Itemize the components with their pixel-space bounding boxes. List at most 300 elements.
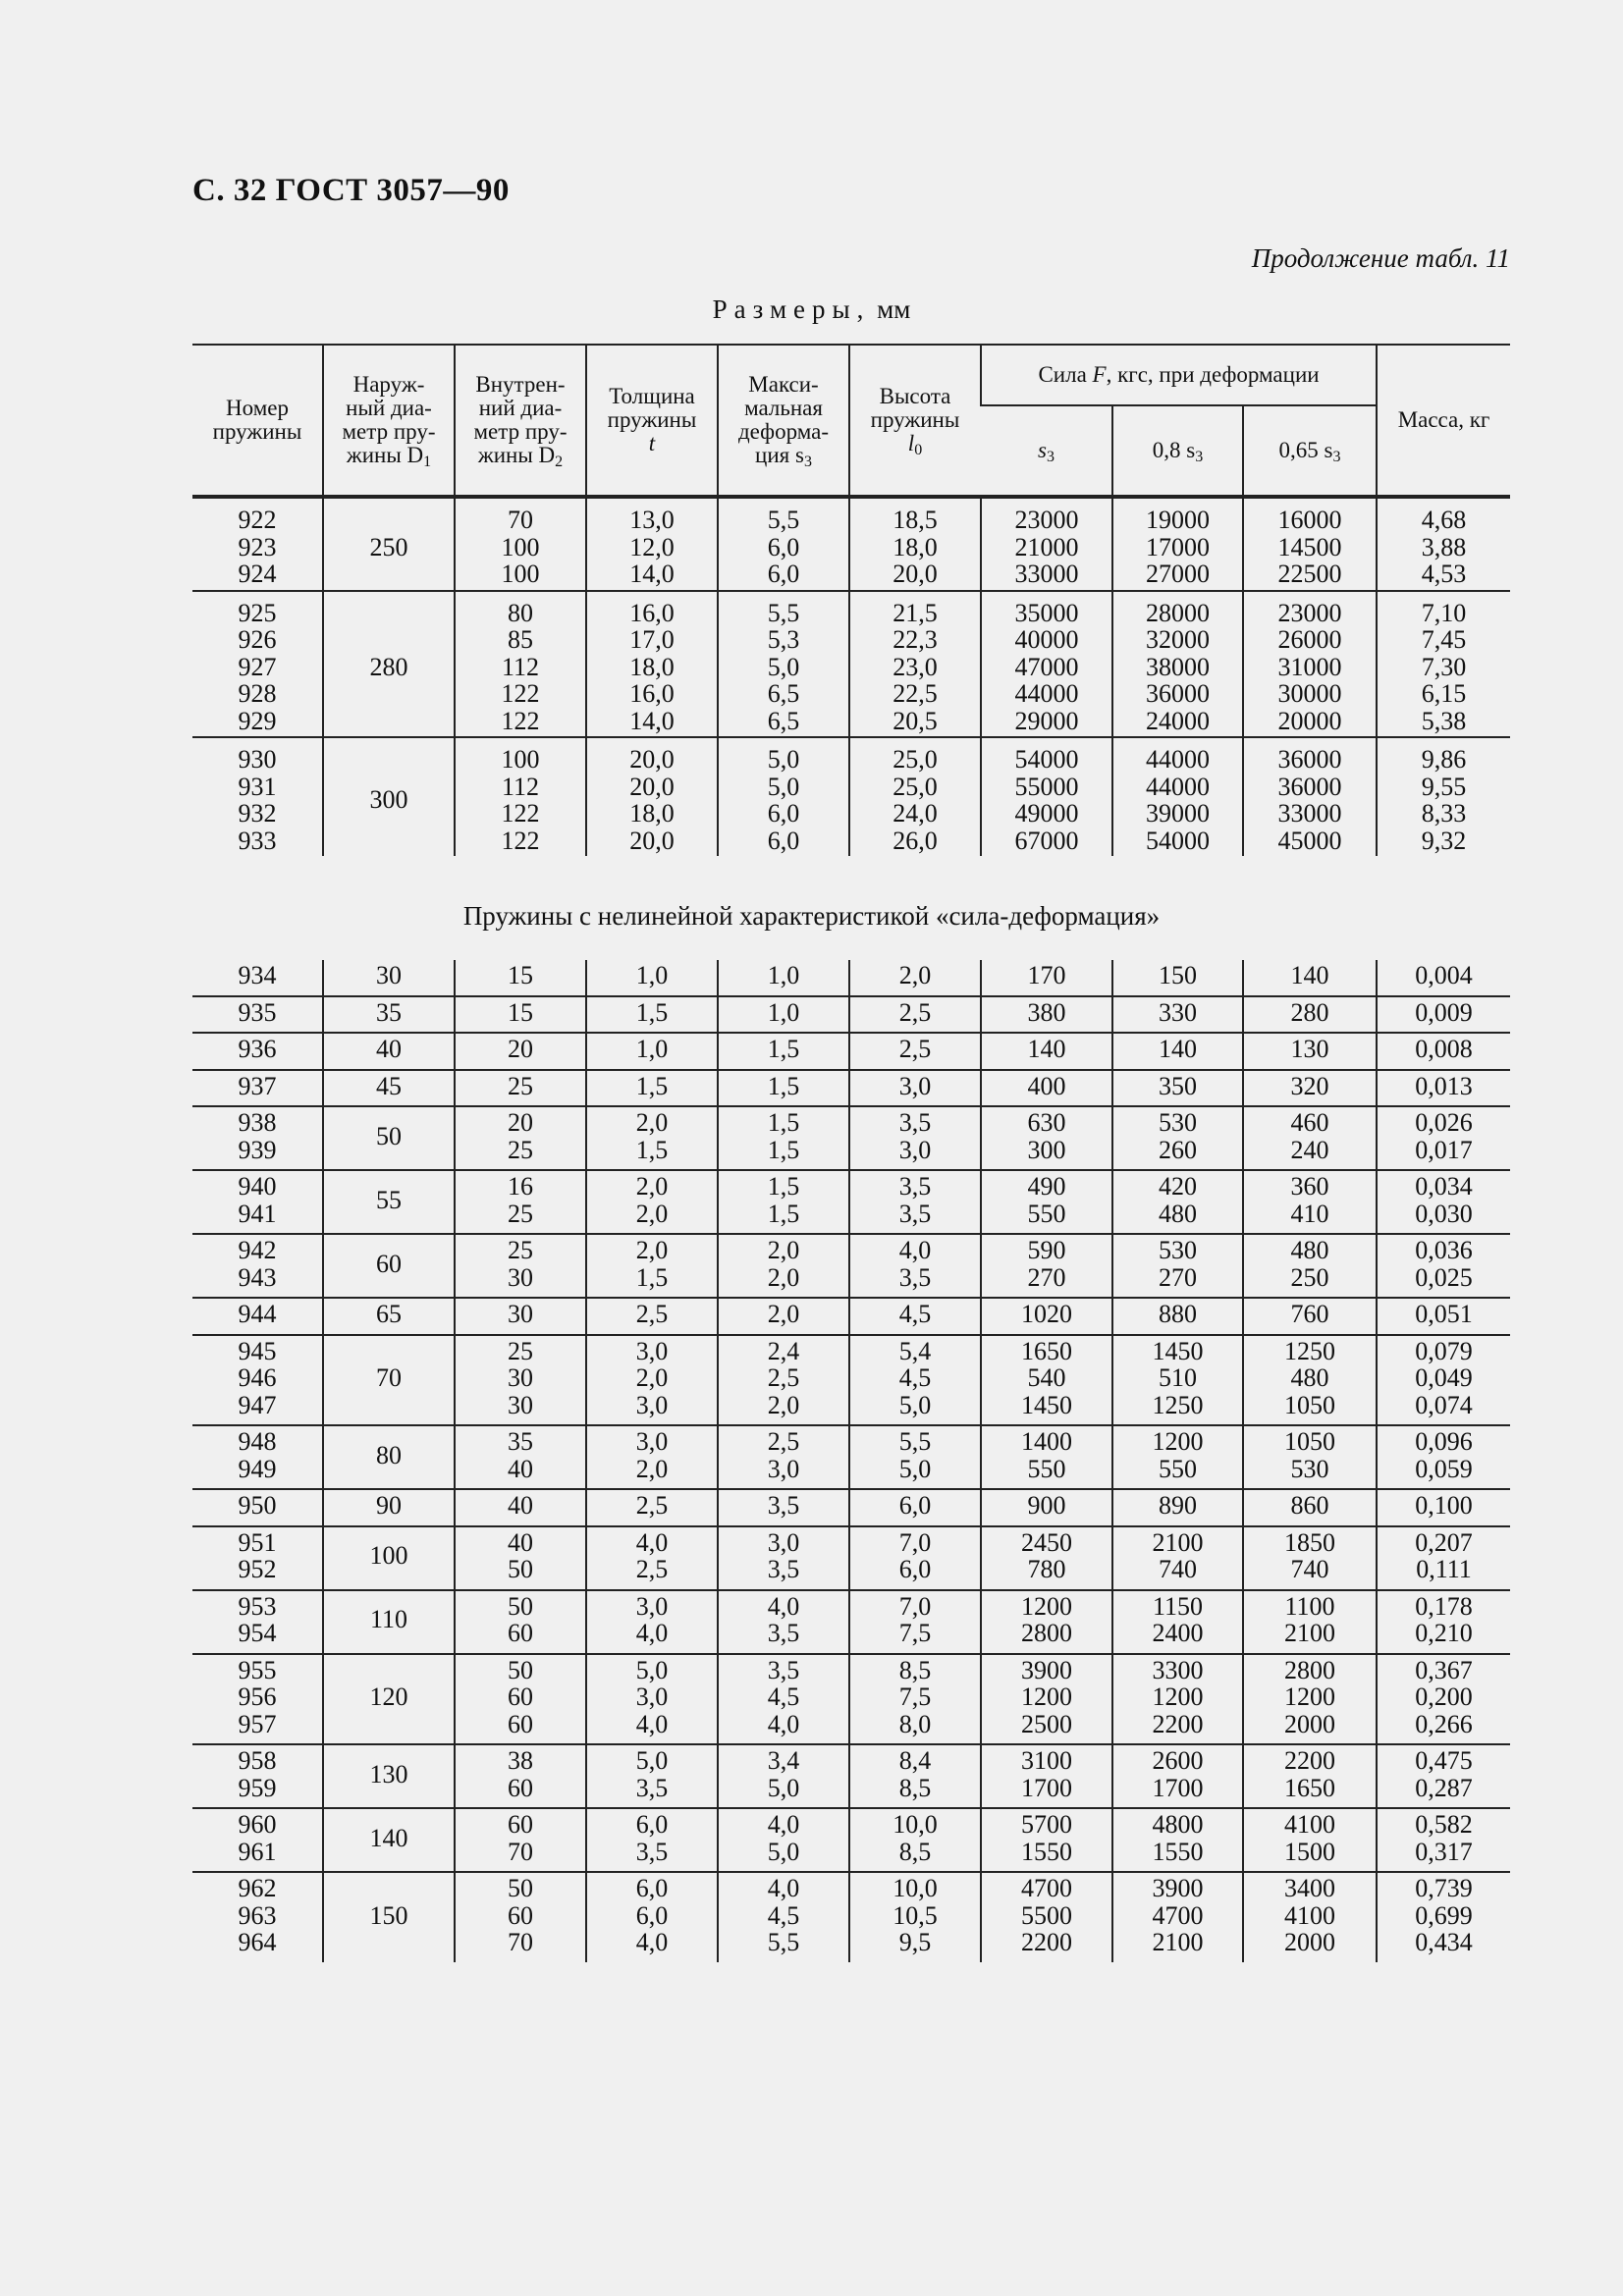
- table-cell: 0,434: [1415, 1928, 1473, 1956]
- cell-stack: [718, 960, 849, 996]
- cell-stack: [1243, 1744, 1377, 1808]
- cell-stack: [718, 1425, 849, 1489]
- col-header-outer-diameter-l1: Наруж-: [352, 372, 425, 397]
- cell-stack: [849, 1033, 981, 1070]
- cell-stack: [192, 1335, 323, 1426]
- cell-stack: [455, 1033, 586, 1070]
- cell-stack: [586, 1298, 718, 1335]
- table-cell: 50: [508, 1555, 533, 1583]
- table-cell: 23,0: [893, 652, 938, 681]
- col-header-force-08s3-sub: 3: [1195, 449, 1204, 466]
- cell-stack: [718, 1234, 849, 1298]
- table-cell: 5,38: [1421, 706, 1467, 735]
- col-header-mass: Масса, кг: [1377, 345, 1510, 497]
- table-cell: 3,0: [635, 1682, 669, 1711]
- table-cell: 18,0: [629, 652, 675, 681]
- cell-outer-diameter: 60: [323, 1234, 455, 1298]
- table-cell: 2,5: [767, 1363, 800, 1392]
- cell-stack: [849, 591, 981, 738]
- table-cell: 961: [238, 1837, 277, 1866]
- cell-stack: [586, 1526, 718, 1590]
- table-cell: 480: [1290, 1236, 1329, 1264]
- table-cell: 35000: [1014, 598, 1079, 627]
- table-cell: 550: [1027, 1199, 1066, 1228]
- table-cell: 20: [508, 1035, 533, 1063]
- table-cell: 952: [238, 1555, 277, 1583]
- table-cell: 1020: [1021, 1300, 1072, 1328]
- cell-stack: [1377, 1526, 1510, 1590]
- table-cell: 1,5: [767, 1035, 800, 1063]
- table-cell: 33000: [1014, 560, 1079, 588]
- table-cell: 0,100: [1415, 1491, 1473, 1520]
- table-cell: 39000: [1146, 799, 1210, 828]
- cell-stack: [1112, 1234, 1243, 1298]
- table-cell: 922: [238, 506, 277, 534]
- cell-stack: [981, 591, 1112, 738]
- cell-outer-diameter: 35: [323, 996, 455, 1034]
- table-row-group: [192, 1298, 1510, 1335]
- table-cell: 760: [1290, 1300, 1329, 1328]
- table-cell: 1500: [1284, 1837, 1335, 1866]
- table-cell: 530: [1290, 1454, 1329, 1483]
- cell-stack: [455, 1654, 586, 1745]
- springs-table-main-body: [192, 497, 1510, 856]
- col-header-outer-diameter-sub: 1: [423, 454, 432, 470]
- table-cell: 20,5: [893, 706, 938, 735]
- cell-stack: [849, 1106, 981, 1170]
- table-cell: 3900: [1152, 1874, 1204, 1902]
- table-cell: 6,5: [767, 706, 800, 735]
- cell-stack: [192, 1425, 323, 1489]
- table-cell: 140: [1027, 1035, 1066, 1063]
- cell-stack: [981, 737, 1112, 856]
- table-cell: 6,0: [635, 1900, 669, 1930]
- table-cell: 938: [238, 1108, 277, 1137]
- cell-stack: [718, 1654, 849, 1745]
- cell-stack: [586, 996, 718, 1034]
- table-cell: 0,699: [1415, 1900, 1473, 1930]
- table-cell: 3,5: [898, 1262, 932, 1292]
- cell-stack: [1112, 1526, 1243, 1590]
- table-cell: 4,0: [635, 1928, 669, 1956]
- table-cell: 60: [508, 1682, 533, 1711]
- table-cell: 2,5: [635, 1491, 669, 1520]
- table-cell: 260: [1159, 1135, 1197, 1164]
- cell-stack: [718, 1590, 849, 1654]
- cell-stack: [1112, 1872, 1243, 1962]
- table-cell: 12,0: [629, 532, 675, 561]
- table-cell: 28000: [1146, 598, 1210, 627]
- cell-stack: [981, 1526, 1112, 1590]
- table-cell: 3,5: [767, 1491, 800, 1520]
- cell-stack: [981, 1070, 1112, 1107]
- table-cell: 26,0: [893, 826, 938, 855]
- table-cell: 4,0: [767, 1874, 800, 1902]
- cell-stack: [455, 1070, 586, 1107]
- table-cell: 2800: [1021, 1619, 1072, 1647]
- table-cell: 0,367: [1415, 1655, 1473, 1684]
- table-cell: 1200: [1152, 1682, 1204, 1711]
- table-cell: 6,0: [767, 826, 800, 855]
- table-cell: 7,5: [898, 1682, 932, 1711]
- table-cell: 18,0: [629, 799, 675, 828]
- table-cell: 38000: [1146, 652, 1210, 681]
- table-cell: 38: [508, 1746, 533, 1775]
- springs-table-nonlinear-body: [192, 960, 1510, 1962]
- cell-stack: [586, 1234, 718, 1298]
- table-cell: 955: [238, 1655, 277, 1684]
- table-cell: 30000: [1277, 679, 1342, 708]
- table-cell: 5,0: [898, 1454, 932, 1483]
- table-cell: 2,5: [767, 1427, 800, 1456]
- table-cell: 4,0: [635, 1619, 669, 1647]
- table-cell: 6,0: [767, 799, 800, 828]
- table-cell: 480: [1290, 1363, 1329, 1392]
- table-cell: 3,88: [1421, 532, 1467, 561]
- col-header-force-s3-text: s: [1038, 438, 1047, 463]
- cell-stack: [718, 1106, 849, 1170]
- cell-stack: [455, 1872, 586, 1962]
- table-cell: 25: [508, 1135, 533, 1164]
- cell-outer-diameter: 65: [323, 1298, 455, 1335]
- table-cell: 3,5: [767, 1619, 800, 1647]
- cell-stack: [1377, 1489, 1510, 1526]
- table-cell: 5,0: [767, 1837, 800, 1866]
- table-cell: 6,0: [898, 1491, 932, 1520]
- table-row-group: [192, 1033, 1510, 1070]
- col-header-force-08s3-text: 0,8 s: [1152, 438, 1196, 463]
- col-header-force-s3-sub: 3: [1046, 449, 1055, 466]
- table-cell: 30: [508, 1262, 533, 1292]
- table-cell: 47000: [1014, 652, 1079, 681]
- table-cell: 0,025: [1415, 1262, 1473, 1292]
- table-cell: 170: [1027, 961, 1066, 989]
- cell-stack: [1243, 1872, 1377, 1962]
- table-cell: 44000: [1146, 772, 1210, 801]
- table-row-group: [192, 591, 1510, 738]
- cell-stack: [981, 1744, 1112, 1808]
- cell-stack: [1243, 737, 1377, 856]
- table-row-group: [192, 1425, 1510, 1489]
- table-cell: 10,0: [893, 1810, 938, 1839]
- cell-outer-diameter: 50: [323, 1106, 455, 1170]
- cell-stack: [192, 1872, 323, 1962]
- table-cell: 1250: [1284, 1336, 1335, 1365]
- table-cell: 925: [238, 598, 277, 627]
- table-cell: 0,266: [1415, 1709, 1473, 1738]
- cell-stack: [455, 1590, 586, 1654]
- cell-stack: [718, 1744, 849, 1808]
- cell-stack: [455, 737, 586, 856]
- table-cell: 0,030: [1415, 1199, 1473, 1228]
- col-header-force-group-a: Сила: [1038, 362, 1093, 387]
- table-cell: 2200: [1284, 1746, 1335, 1775]
- col-header-height-l1: Высота: [879, 384, 951, 408]
- table-cell: 3,0: [767, 1527, 800, 1557]
- table-cell: 927: [238, 652, 277, 681]
- col-header-thickness-l1: Толщина: [609, 384, 695, 408]
- cell-stack: [192, 1489, 323, 1526]
- col-header-force-065s3-sub: 3: [1332, 449, 1341, 466]
- table-cell: 2,0: [635, 1199, 669, 1228]
- cell-stack: [849, 1234, 981, 1298]
- table-row-group: [192, 1489, 1510, 1526]
- table-cell: 950: [238, 1491, 277, 1520]
- table-cell: 0,200: [1415, 1682, 1473, 1711]
- cell-stack: [981, 1298, 1112, 1335]
- table-cell: 25,0: [893, 772, 938, 801]
- table-cell: 1,5: [767, 1135, 800, 1164]
- table-cell: 2,5: [635, 1555, 669, 1583]
- table-cell: 948: [238, 1427, 277, 1456]
- table-cell: 44000: [1014, 679, 1079, 708]
- table-continuation-note: Продолжение табл. 11: [1251, 243, 1510, 273]
- cell-stack: [1243, 1298, 1377, 1335]
- table-cell: 957: [238, 1709, 277, 1738]
- table-row-group: [192, 996, 1510, 1034]
- cell-outer-diameter: 70: [323, 1335, 455, 1426]
- table-cell: 29000: [1014, 706, 1079, 735]
- cell-stack: [1243, 591, 1377, 738]
- table-cell: 3,0: [898, 1071, 932, 1100]
- table-cell: 4,53: [1421, 560, 1467, 588]
- col-header-height-l3: [850, 431, 980, 458]
- table-cell: 944: [238, 1300, 277, 1328]
- table-cell: 880: [1159, 1300, 1197, 1328]
- cell-stack: [586, 1744, 718, 1808]
- table-cell: 60: [508, 1709, 533, 1738]
- table-cell: 5,5: [767, 506, 800, 534]
- cell-stack: [849, 1654, 981, 1745]
- cell-stack: [981, 1808, 1112, 1872]
- table-cell: 924: [238, 560, 277, 588]
- cell-stack: [1112, 591, 1243, 738]
- table-cell: 931: [238, 772, 277, 801]
- cell-stack: [455, 1489, 586, 1526]
- table-cell: 0,287: [1415, 1773, 1473, 1802]
- table-cell: 0,034: [1415, 1172, 1473, 1201]
- cell-stack: [849, 1170, 981, 1234]
- cell-stack: [1243, 1033, 1377, 1070]
- table-cell: 3,5: [767, 1555, 800, 1583]
- table-cell: 350: [1159, 1071, 1197, 1100]
- table-cell: 7,45: [1421, 625, 1467, 654]
- table-cell: 14,0: [629, 706, 675, 735]
- table-cell: 1,0: [635, 1035, 669, 1063]
- table-cell: 630: [1027, 1108, 1066, 1137]
- cell-outer-diameter: 130: [323, 1744, 455, 1808]
- cell-stack: [455, 1335, 586, 1426]
- table-cell: 480: [1159, 1199, 1197, 1228]
- table-cell: 3,0: [635, 1390, 669, 1419]
- cell-stack: [455, 591, 586, 738]
- table-cell: 20000: [1277, 706, 1342, 735]
- table-cell: 7,0: [898, 1591, 932, 1621]
- table-cell: 3,5: [767, 1655, 800, 1684]
- table-cell: 380: [1027, 997, 1066, 1027]
- cell-stack: [718, 1526, 849, 1590]
- table-cell: 6,0: [767, 560, 800, 588]
- table-cell: 3300: [1152, 1655, 1204, 1684]
- table-cell: 780: [1027, 1555, 1066, 1583]
- col-header-inner-diameter-sub: 2: [555, 454, 564, 470]
- table-cell: 54000: [1014, 745, 1079, 774]
- col-header-force-065s3-text: 0,65 s: [1278, 438, 1333, 463]
- table-cell: 3,0: [767, 1454, 800, 1483]
- table-cell: 112: [501, 772, 540, 801]
- table-cell: 36000: [1277, 745, 1342, 774]
- table-cell: 1100: [1284, 1591, 1335, 1621]
- table-cell: 6,0: [635, 1810, 669, 1839]
- table-cell: 300: [1027, 1135, 1066, 1164]
- table-cell: 27000: [1146, 560, 1210, 588]
- col-header-inner-diameter: [455, 345, 586, 497]
- table-cell: 550: [1159, 1454, 1197, 1483]
- table-cell: 3,4: [767, 1746, 800, 1775]
- col-header-max-deformation-l3: деформа-: [737, 419, 829, 444]
- cell-stack: [981, 996, 1112, 1034]
- cell-stack: [1112, 1033, 1243, 1070]
- table-cell: 1200: [1021, 1682, 1072, 1711]
- table-cell: 940: [238, 1172, 277, 1201]
- table-cell: 1650: [1021, 1336, 1072, 1365]
- table-cell: 122: [501, 799, 540, 828]
- table-cell: 20,0: [629, 826, 675, 855]
- cell-stack: [192, 1808, 323, 1872]
- table-cell: 26000: [1277, 625, 1342, 654]
- table-cell: 951: [238, 1527, 277, 1557]
- table-cell: 30: [508, 1390, 533, 1419]
- table-cell: 4,0: [898, 1236, 932, 1264]
- table-cell: 590: [1027, 1236, 1066, 1264]
- table-cell: 40000: [1014, 625, 1079, 654]
- col-header-height: [849, 345, 981, 497]
- table-cell: 7,5: [898, 1619, 932, 1647]
- table-cell: 60: [508, 1773, 533, 1802]
- table-cell: 30: [508, 1300, 533, 1328]
- col-header-force-08s3: [1112, 405, 1243, 497]
- table-cell: 0,207: [1415, 1527, 1473, 1557]
- table-row-group: [192, 1590, 1510, 1654]
- col-header-thickness-l2: пружины: [607, 407, 697, 432]
- cell-stack: [718, 591, 849, 738]
- cell-stack: [718, 1170, 849, 1234]
- table-cell: 945: [238, 1336, 277, 1365]
- cell-stack: [1377, 1298, 1510, 1335]
- cell-stack: [586, 1335, 718, 1426]
- cell-stack: [192, 1298, 323, 1335]
- cell-outer-diameter: 40: [323, 1033, 455, 1070]
- cell-stack: [1112, 497, 1243, 591]
- table-cell: 3400: [1284, 1874, 1335, 1902]
- table-cell: 16000: [1277, 506, 1342, 534]
- table-cell: 1,5: [767, 1199, 800, 1228]
- table-cell: 0,017: [1415, 1135, 1473, 1164]
- cell-stack: [586, 1170, 718, 1234]
- table-cell: 360: [1290, 1172, 1329, 1201]
- table-cell: 40: [508, 1491, 533, 1520]
- table-cell: 1,0: [635, 961, 669, 989]
- cell-stack: [192, 1106, 323, 1170]
- cell-stack: [849, 960, 981, 996]
- table-cell: 6,0: [767, 532, 800, 561]
- table-cell: 954: [238, 1619, 277, 1647]
- table-cell: 22500: [1277, 560, 1342, 588]
- table-cell: 320: [1290, 1071, 1329, 1100]
- cell-stack: [192, 1744, 323, 1808]
- table-cell: 22,3: [893, 625, 938, 654]
- table-cell: 70: [508, 506, 533, 534]
- cell-stack: [586, 1489, 718, 1526]
- table-cell: 932: [238, 799, 277, 828]
- table-cell: 400: [1027, 1071, 1066, 1100]
- cell-stack: [1243, 1590, 1377, 1654]
- col-header-height-symbol: l: [907, 431, 915, 455]
- cell-stack: [586, 1106, 718, 1170]
- table-cell: 3900: [1021, 1655, 1072, 1684]
- cell-stack: [1377, 1234, 1510, 1298]
- table-cell: 0,210: [1415, 1619, 1473, 1647]
- cell-stack: [849, 1070, 981, 1107]
- table-cell: 122: [501, 826, 540, 855]
- table-cell: 2800: [1284, 1655, 1335, 1684]
- table-cell: 20,0: [629, 745, 675, 774]
- table-cell: 946: [238, 1363, 277, 1392]
- table-row-group: [192, 1654, 1510, 1745]
- table-row-group: [192, 1744, 1510, 1808]
- cell-stack: [718, 1335, 849, 1426]
- cell-stack: [1112, 1298, 1243, 1335]
- table-cell: 100: [501, 532, 540, 561]
- cell-stack: [1377, 1744, 1510, 1808]
- table-cell: 0,013: [1415, 1071, 1473, 1100]
- cell-outer-diameter: 55: [323, 1170, 455, 1234]
- table-cell: 964: [238, 1928, 277, 1956]
- cell-stack: [1243, 1489, 1377, 1526]
- cell-stack: [1243, 1654, 1377, 1745]
- table-cell: 22,5: [893, 679, 938, 708]
- cell-stack: [849, 737, 981, 856]
- table-cell: 20,0: [629, 772, 675, 801]
- table-cell: 112: [501, 652, 540, 681]
- table-cell: 510: [1159, 1363, 1197, 1392]
- cell-stack: [586, 1590, 718, 1654]
- cell-stack: [981, 1425, 1112, 1489]
- table-cell: 530: [1159, 1108, 1197, 1137]
- col-header-max-deformation: [718, 345, 849, 497]
- page-reference: С. 32 ГОСТ 3057—90: [192, 173, 510, 208]
- cell-stack: [192, 996, 323, 1034]
- table-cell: 5,0: [635, 1655, 669, 1684]
- table-cell: 1200: [1284, 1682, 1335, 1711]
- table-cell: 460: [1290, 1108, 1329, 1137]
- table-cell: 1,5: [635, 1071, 669, 1100]
- table-cell: 937: [238, 1071, 277, 1100]
- cell-stack: [981, 1872, 1112, 1962]
- table-cell: 4,5: [898, 1300, 932, 1328]
- table-cell: 20: [508, 1108, 533, 1137]
- cell-stack: [1377, 1654, 1510, 1745]
- table-cell: 4,0: [767, 1591, 800, 1621]
- table-cell: 963: [238, 1900, 277, 1930]
- table-cell: 7,0: [898, 1527, 932, 1557]
- table-cell: 2,0: [635, 1108, 669, 1137]
- cell-stack: [1243, 1425, 1377, 1489]
- section-title-nonlinear: Пружины с нелинейной характеристикой «сила-деформация»: [462, 901, 1161, 931]
- cell-stack: [1243, 1234, 1377, 1298]
- cell-stack: [1243, 1070, 1377, 1107]
- table-cell: 6,0: [635, 1874, 669, 1902]
